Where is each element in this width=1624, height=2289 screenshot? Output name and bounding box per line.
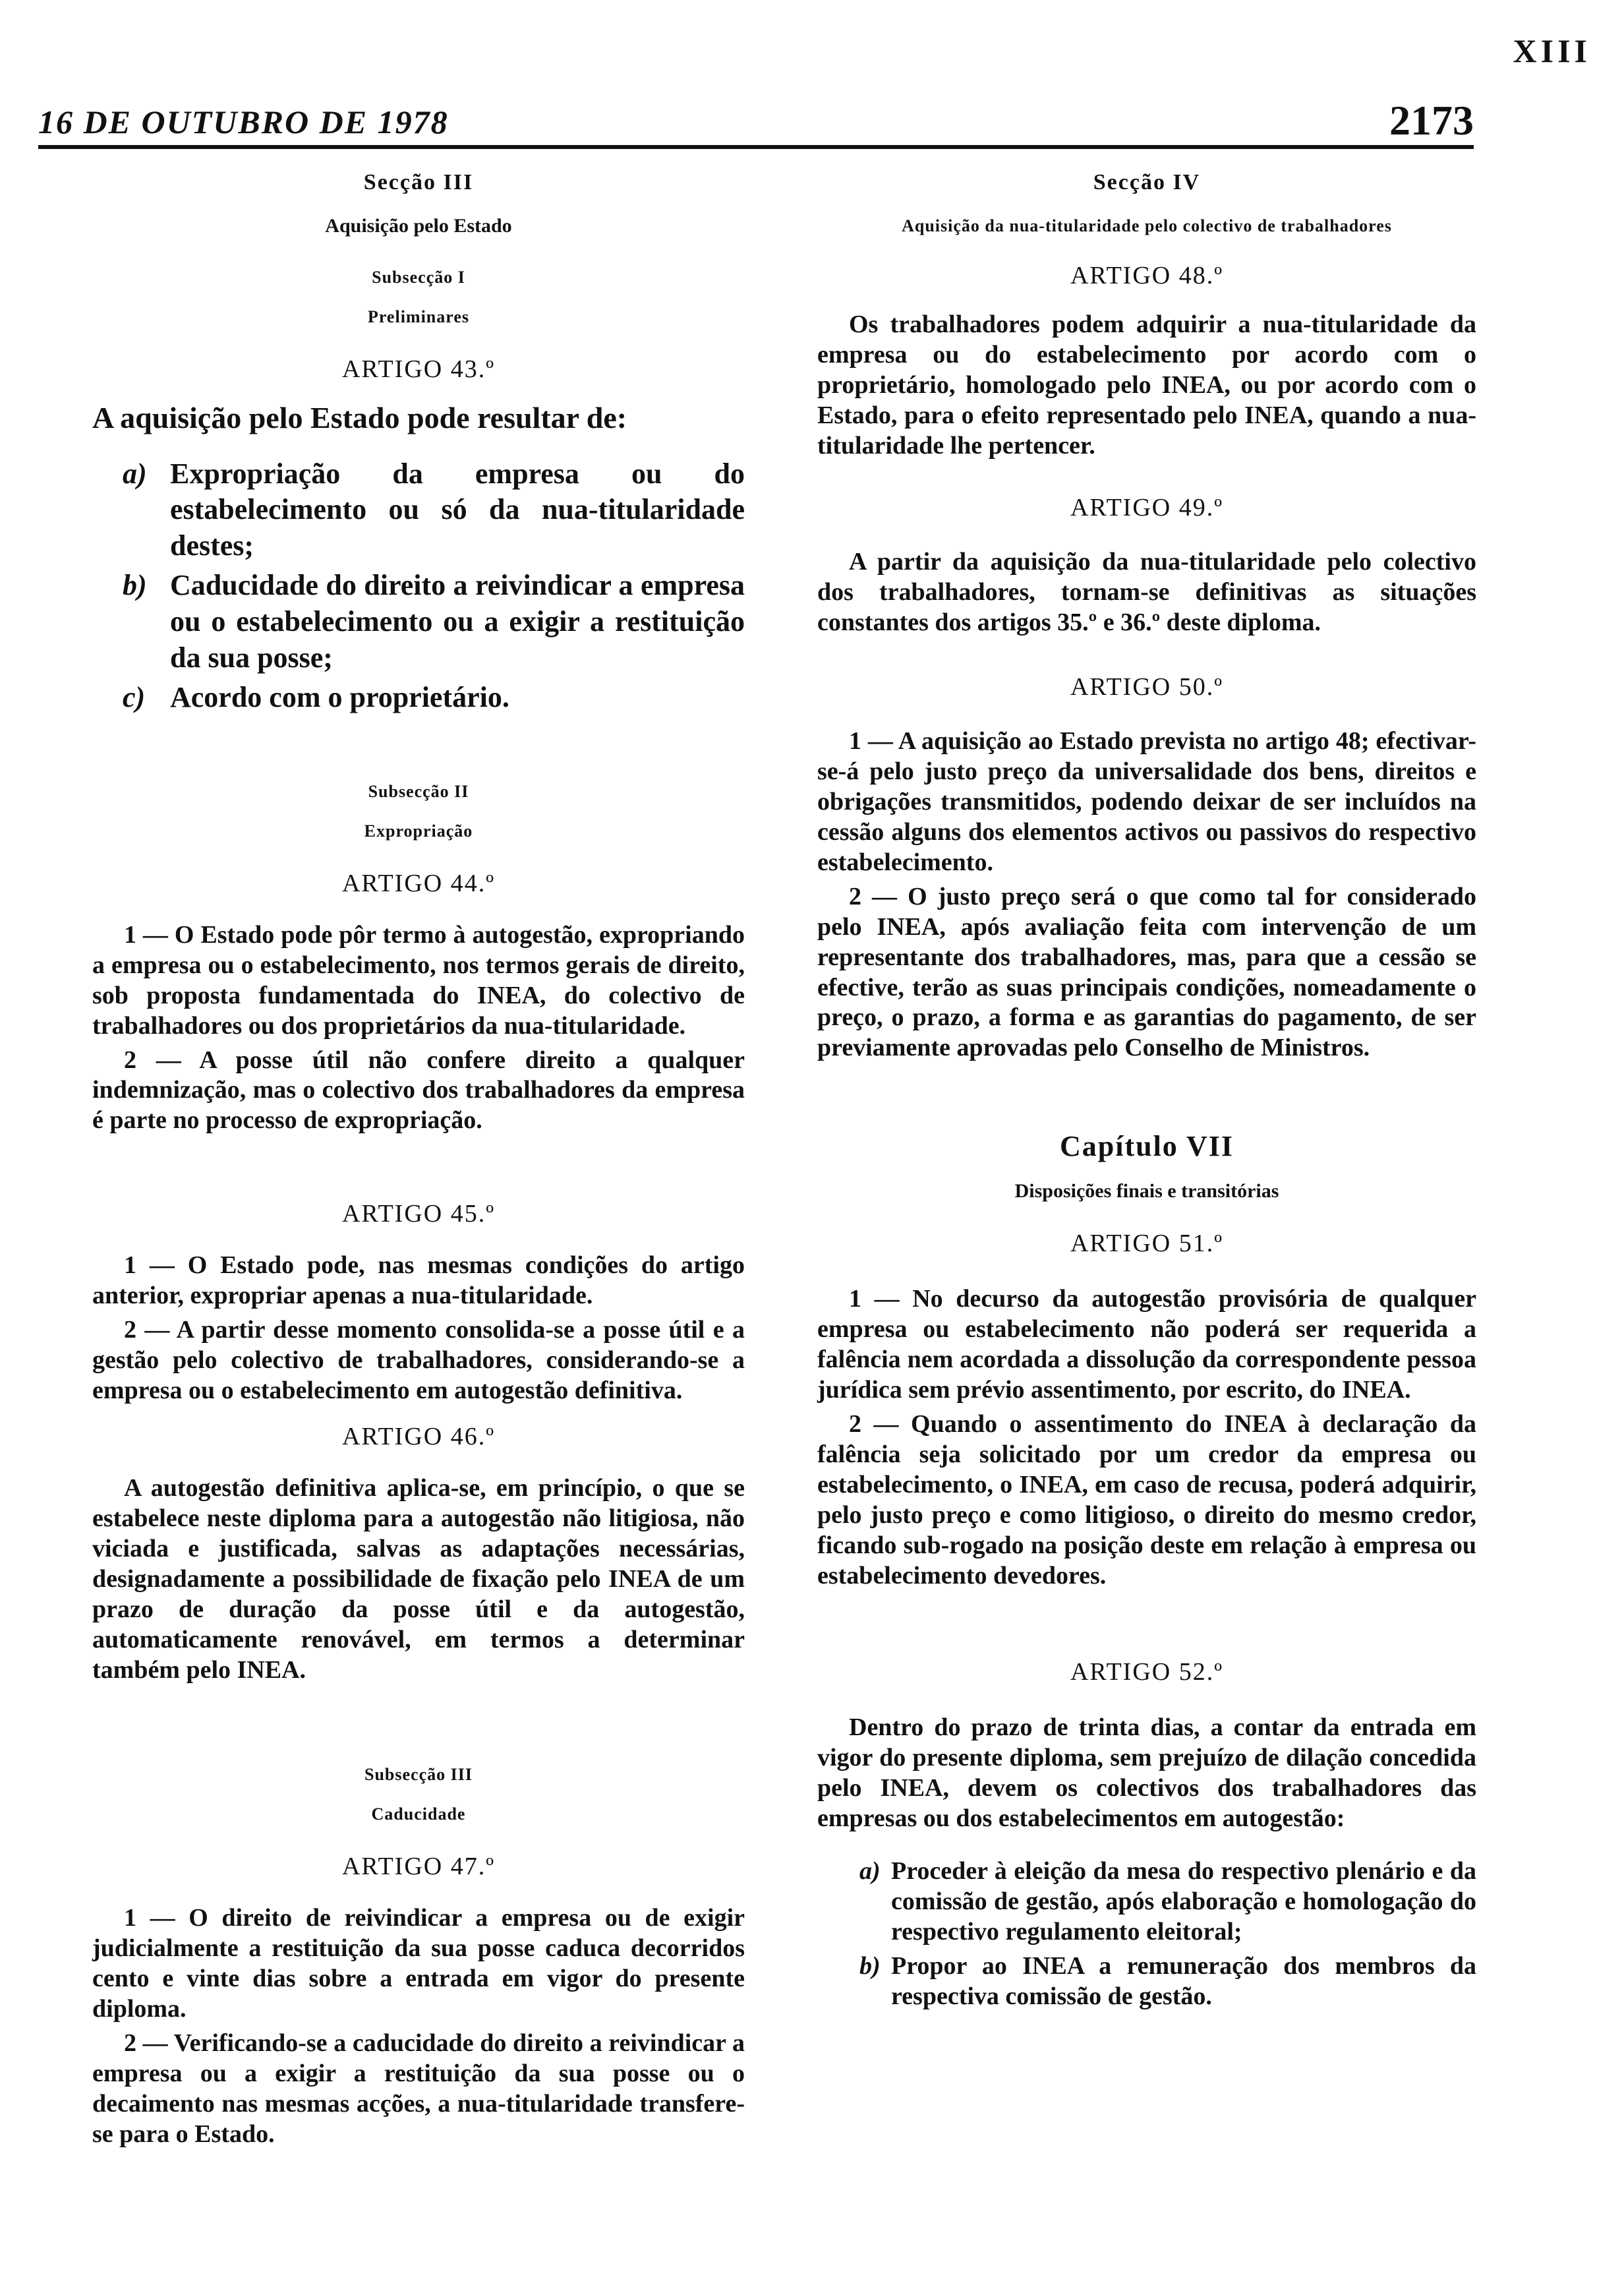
paragraph: 1 — O Estado pode, nas mesmas condições do artigo anterior, expropriar apenas a nua-titularidade. <box>92 1251 745 1310</box>
subsection-subtitle: Expropriação <box>364 821 473 841</box>
paragraph: 2 — A posse útil não confere direito a qualquer indemnização, mas o colectivo dos trabalhadores da empresa é parte no processo de expropriação. <box>92 1046 745 1135</box>
paragraph: 1 — O direito de reivindicar a empresa ou de exigir judicialmente a restituição da sua posse caduca decorridos cento e vinte dias sobre a entrada em vigor do presente diploma. <box>92 1904 745 2023</box>
page-header <box>38 99 1474 145</box>
right-column <box>817 170 1476 2012</box>
paragraph: Dentro do prazo de trinta dias, a contar da entrada em vigor do presente diploma, sem prejuízo de dilação concedida pelo INEA, devem os colectivos dos trabalhadores das empresas ou dos estabelecimentos em autogestão: <box>817 1713 1476 1832</box>
article-heading: ARTIGO 50.º <box>1070 672 1224 701</box>
header-rule <box>38 145 1474 149</box>
page-number: 2173 <box>1389 97 1474 144</box>
paragraph: 2 — A partir desse momento consolida-se a posse útil e a gestão pelo colectivo de trabalhadores, considerando-se a empresa ou o estabelecimento em autogestão definitiva. <box>92 1316 745 1405</box>
header-date: 16 DE OUTUBRO DE 1978 <box>38 104 449 140</box>
paragraph: 2 — Verificando-se a caducidade do direito a reivindicar a empresa ou a exigir a restituição da sua posse ou o decaimento nas mesmas acções, a nua-titularidade transfere-se para o Estado. <box>92 2029 745 2148</box>
article-heading: ARTIGO 45.º <box>341 1200 496 1228</box>
article-heading: ARTIGO 46.º <box>341 1423 496 1451</box>
list-item <box>817 1951 1476 2012</box>
paragraph: 1 — A aquisição ao Estado prevista no artigo 48; efectivar-se-á pelo justo preço da universalidade dos bens, direitos e obrigações transmitidos, podendo deixar de ser incluídos na cessão alguns dos elementos activos ou passivos do respectivo estabelecimento. <box>817 727 1476 876</box>
paragraph: Os trabalhadores podem adquirir a nua-titularidade da empresa ou do estabelecimento por acordo com o proprietário, homologado pelo INEA, ou por acordo com o Estado, para o efeito representado pelo INEA, quando a nua-titularidade lhe pertencer. <box>817 311 1476 460</box>
list-item <box>92 568 745 676</box>
subsection-title: Subsecção II <box>368 781 469 801</box>
subsection-subtitle: Caducidade <box>371 1804 466 1824</box>
section-title: Secção III <box>363 170 474 194</box>
article-intro: A aquisição pelo Estado pode resultar de: <box>92 401 627 434</box>
item-text: Acordo com o proprietário. <box>170 681 509 714</box>
chapter-subtitle: Disposições finais e transitórias <box>1014 1180 1279 1203</box>
item-label: a) <box>859 1857 881 1885</box>
paragraph: 1 — O Estado pode pôr termo à autogestão, expropriando a empresa ou o estabelecimento, nos termos gerais de direito, sob proposta fundamentada do INEA, do colectivo de trabalhadores ou dos proprietários da nua-titularidade. <box>92 920 745 1040</box>
subsection-subtitle: Preliminares <box>367 307 469 326</box>
left-column <box>92 170 745 2150</box>
subsection-title: Subsecção I <box>372 268 465 287</box>
paragraph: 1 — No decurso da autogestão provisória de qualquer empresa ou estabelecimento não poderá ser requerida a falência nem acordada a dissolução da correspondente pessoa jurídica sem prévio assentimento, por escrito, do INEA. <box>817 1285 1476 1404</box>
chapter-title: Capítulo VII <box>1059 1130 1234 1163</box>
paragraph: A autogestão definitiva aplica-se, em princípio, o que se estabelece neste diploma para a autogestão não litigiosa, não viciada e justificada, salvas as adaptações necessárias, designadamente a possibilidade de fixação pelo INEA de um prazo de duração da posse útil e da autogestão, automaticamente renovável, em termos a determinar também pelo INEA. <box>92 1474 745 1684</box>
item-text: Expropriação da empresa ou do estabelecimento ou só da nua-titularidade destes; <box>170 457 745 562</box>
list-item <box>92 456 745 564</box>
section-subtitle: Aquisição da nua-titularidade pelo colectivo de trabalhadores <box>902 216 1392 235</box>
item-text: Propor ao INEA a remuneração dos membros da respectiva comissão de gestão. <box>891 1951 1476 2010</box>
section-title: Secção IV <box>1093 170 1201 194</box>
article-heading: ARTIGO 49.º <box>1070 493 1224 521</box>
article-heading: ARTIGO 43.º <box>341 355 496 383</box>
list-item <box>92 680 745 716</box>
item-label: c) <box>123 681 146 714</box>
subsection-title: Subsecção III <box>364 1765 473 1785</box>
article-heading: ARTIGO 52.º <box>1070 1658 1224 1686</box>
article-heading: ARTIGO 47.º <box>341 1853 496 1881</box>
paragraph: A partir da aquisição da nua-titularidade pelo colectivo dos trabalhadores, tornam-se definitivas as situações constantes dos artigos 35.º e 36.º deste diploma. <box>817 547 1476 636</box>
paragraph: 2 — O justo preço será o que como tal for considerado pelo INEA, após avaliação feita com intervenção de um representante dos trabalhadores, mas, para que a cessão se efective, terão as suas principais condições, nomeadamente o preço, o prazo, a forma e as garantias do pagamento, de ser previamente aprovadas pelo Conselho de Ministros. <box>817 882 1476 1062</box>
roman-numeral: XIII <box>1513 32 1591 69</box>
article-heading: ARTIGO 48.º <box>1070 262 1224 289</box>
list-item <box>817 1857 1476 1947</box>
paragraph: 2 — Quando o assentimento do INEA à declaração da falência seja solicitado por um credor da empresa ou estabelecimento, o INEA, em caso de recusa, poderá adquirir, pelo justo preço e como litigioso, o direito do mesmo credor, ficando sub-rogado na posição deste em relação à empresa ou estabelecimento devedores. <box>817 1410 1476 1590</box>
item-text: Caducidade do direito a reivindicar a empresa ou o estabelecimento ou a exigir a restituição da sua posse; <box>170 569 745 674</box>
item-label: a) <box>123 457 147 490</box>
item-text: Proceder à eleição da mesa do respectivo plenário e da comissão de gestão, após elaboração e homologação do respectivo regulamento eleitoral; <box>891 1857 1476 1946</box>
article-heading: ARTIGO 44.º <box>341 869 496 897</box>
item-label: b) <box>859 1951 881 1980</box>
article-heading: ARTIGO 51.º <box>1070 1230 1224 1258</box>
section-subtitle: Aquisição pelo Estado <box>325 215 512 237</box>
item-label: b) <box>123 569 147 602</box>
